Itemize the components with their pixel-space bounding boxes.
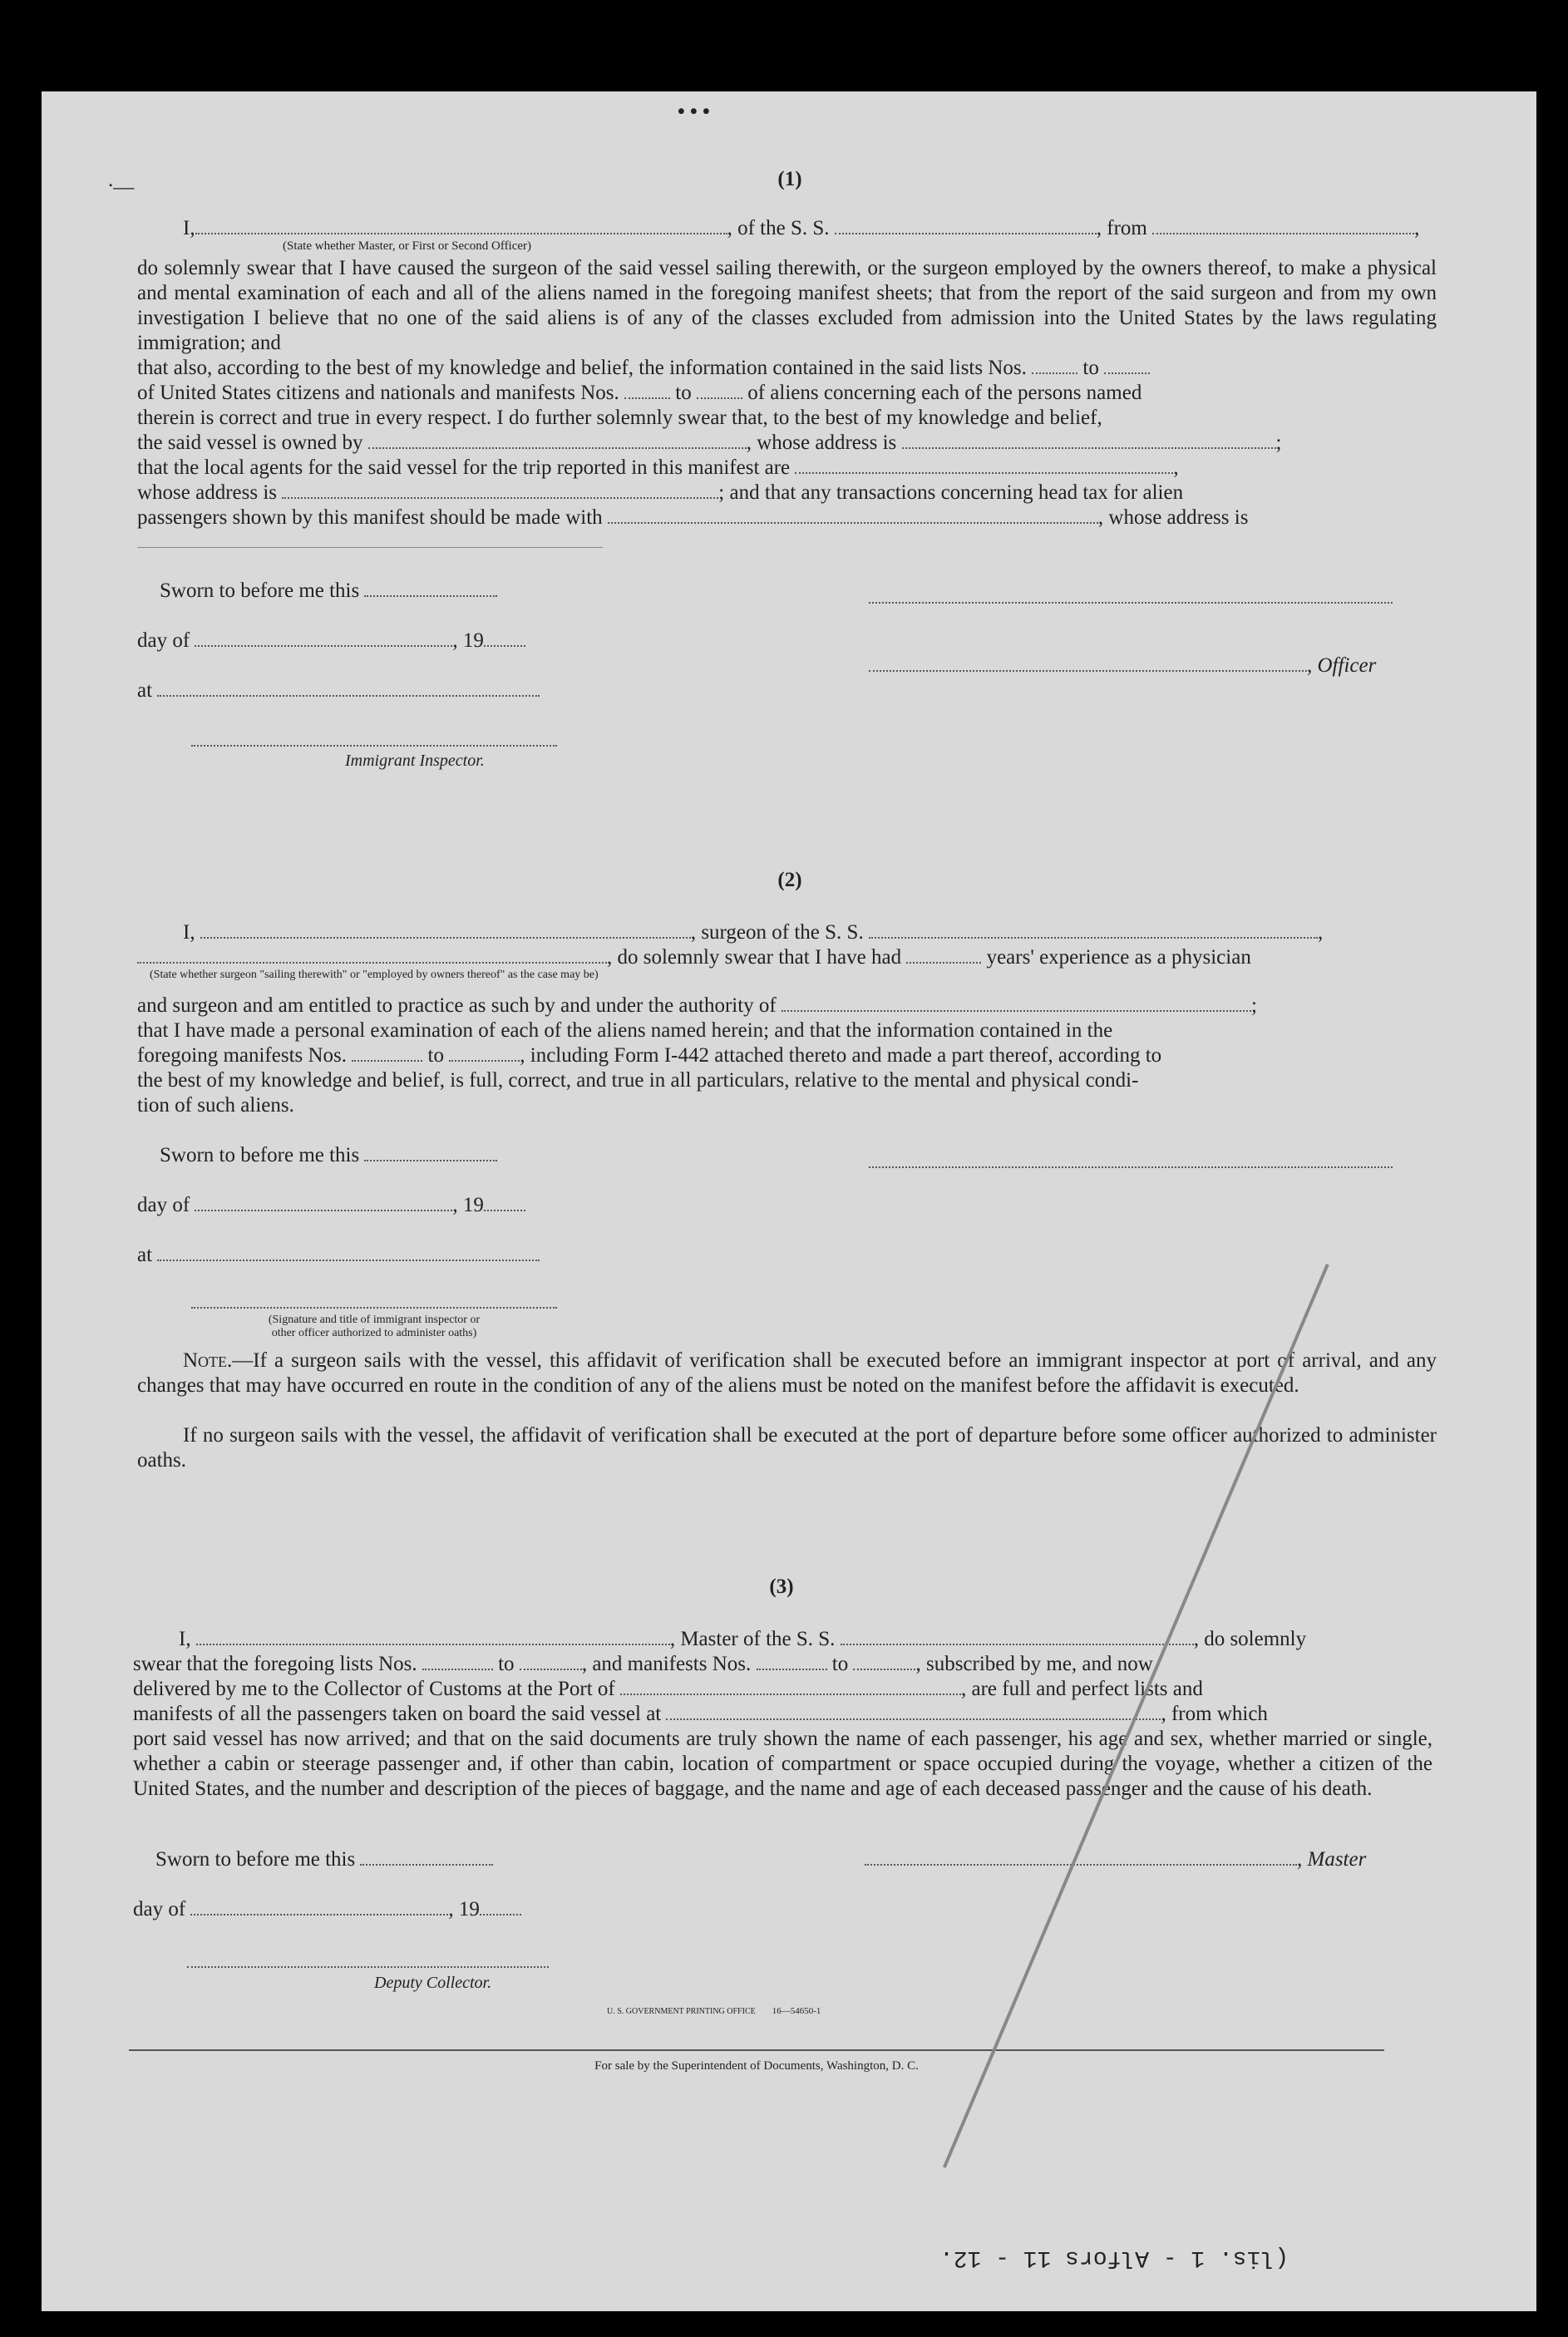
section1-officer: , Officer <box>869 653 1376 678</box>
section1-at: at <box>137 678 540 703</box>
section1-line-b: of United States citizens and nationals and manifests Nos. to of aliens concerning each of the persons named <box>137 382 1142 404</box>
section2-sig-note-line1: (Signature and title of immigrant inspector or <box>268 1314 481 1326</box>
section1-line1: I, , of the S. S. , from , <box>183 217 1420 239</box>
section2-heading: (2) <box>777 869 802 891</box>
section2-surgeon-signature-line <box>869 1165 1393 1168</box>
section1-officer-line-upper <box>869 600 1393 604</box>
section2-line7: tion of such aliens. <box>137 1094 294 1117</box>
section2-sig-note-line2: other officer authorized to administer oaths) <box>271 1327 477 1339</box>
section3-paragraph: port said vessel has now arrived; and that on the said documents are truly shown the name of each passenger, his age and sex, whether married or single, whether a cabin or steerage passenger and, if other than cabin, location of compartment or space occupied during the voyage, whether a citizen of the United States, and the number and description of the pieces of baggage, and the name and age of each deceased passenger and the cause of his death. <box>133 1728 1432 1800</box>
section1-sworn: Sworn to before me this <box>160 579 497 604</box>
section3-master: , Master <box>865 1847 1366 1872</box>
section2-line6: the best of my knowledge and belief, is full, correct, and true in all particulars, relative to the mental and physical condi- <box>137 1069 1139 1092</box>
section3-line1: I, , Master of the S. S. , do solemnly <box>179 1628 1307 1650</box>
section1-line-c: therein is correct and true in every respect. I do further solemnly swear that, to the best of my knowledge and belief, <box>137 407 1102 429</box>
footer-rule <box>129 2049 1384 2051</box>
section1-inspector-line <box>191 743 557 747</box>
left-dash-mark: .__ <box>108 169 135 191</box>
section2-line4: that I have made a personal examination of each of the aliens named herein; and that the information contained in the <box>137 1019 1113 1042</box>
section3-day-of: day of , 19 <box>133 1897 521 1922</box>
section2-line5: foregoing manifests Nos. to , including Form I-442 attached thereto and made a part thereof, according to <box>137 1044 1162 1067</box>
section3-collector-line <box>187 1965 549 1968</box>
section2-sworn: Sworn to before me this <box>160 1143 497 1168</box>
section1-line-d: the said vessel is owned by , whose address is ; <box>137 431 1282 454</box>
section3-line2: swear that the foregoing lists Nos. to , and manifests Nos. to , subscribed by me, and now <box>133 1653 1153 1675</box>
section1-line-g: passengers shown by this manifest should be made with , whose address is <box>137 506 1249 529</box>
top-mark: • • • <box>678 101 710 123</box>
section2-inspector-line <box>191 1305 557 1309</box>
section2-line3: and surgeon and am entitled to practice as such by and under the authority of ; <box>137 994 1257 1017</box>
section1-heading: (1) <box>777 168 802 190</box>
section2-sig-note <box>191 1314 557 1340</box>
section3-heading: (3) <box>769 1575 794 1598</box>
section1-line1-note: (State whether Master, or First or Second Officer) <box>283 239 532 253</box>
section2-line2: , do solemnly swear that I have had years' experience as a physician <box>137 945 1251 970</box>
section2-note-paragraph: Note.—If a surgeon sails with the vessel, this affidavit of verification shall be executed before an immigrant inspector at port of arrival, and any changes that may have occurred en route in the condition of any of the aliens must be noted on the manifest before the affidavit is executed. <box>137 1349 1437 1397</box>
section1-divider <box>137 547 603 548</box>
section2-note-paragraph2: If no surgeon sails with the vessel, the affidavit of verification shall be executed at the port of departure before some officer authorized to administer oaths. <box>137 1424 1437 1472</box>
section3-line4: manifests of all the passengers taken on board the said vessel at , from which <box>133 1703 1268 1725</box>
printing-office-line: U. S. GOVERNMENT PRINTING OFFICE 16—54650-1 <box>607 2006 821 2016</box>
section1-line-e: that the local agents for the said vessel for the trip reported in this manifest are , <box>137 456 1179 479</box>
section3-collector-label: Deputy Collector. <box>374 1974 492 1992</box>
footer-stamp: (lis. 1 - Alfors 11 - 12. <box>939 2245 1289 2270</box>
section2-day-of: day of , 19 <box>137 1193 525 1218</box>
section3-sworn: Sworn to before me this <box>155 1847 493 1872</box>
section2-at: at <box>137 1243 540 1268</box>
section1-day-of: day of , 19 <box>137 629 525 653</box>
section2-note: (State whether surgeon "sailing therewith" or "employed by owners thereof" as the case may be) <box>150 969 599 981</box>
section1-inspector-label: Immigrant Inspector. <box>345 752 485 770</box>
section1-line-a: that also, according to the best of my knowledge and belief, the information contained in the said lists Nos. to <box>137 356 1150 381</box>
manifest-affidavit-page <box>42 91 1536 2311</box>
section2-line1: I, , surgeon of the S. S. , <box>183 921 1324 944</box>
section1-line-f: whose address is ; and that any transactions concerning head tax for alien <box>137 481 1184 504</box>
section3-line3: delivered by me to the Collector of Customs at the Port of , are full and perfect lists and <box>133 1678 1203 1700</box>
footer-sale-notice: For sale by the Superintendent of Documents, Washington, D. C. <box>594 2059 919 2073</box>
section1-paragraph: do solemnly swear that I have caused the surgeon of the said vessel sailing therewith, or the surgeon employed by the owners thereof, to make a physical and mental examination of each and all of the aliens named in the foregoing manifest sheets; that from the report of the said surgeon and from my own investigation I believe that no one of the said aliens is of any of the classes excluded from admission into the United States by the laws regulating immigration; and <box>137 257 1437 354</box>
